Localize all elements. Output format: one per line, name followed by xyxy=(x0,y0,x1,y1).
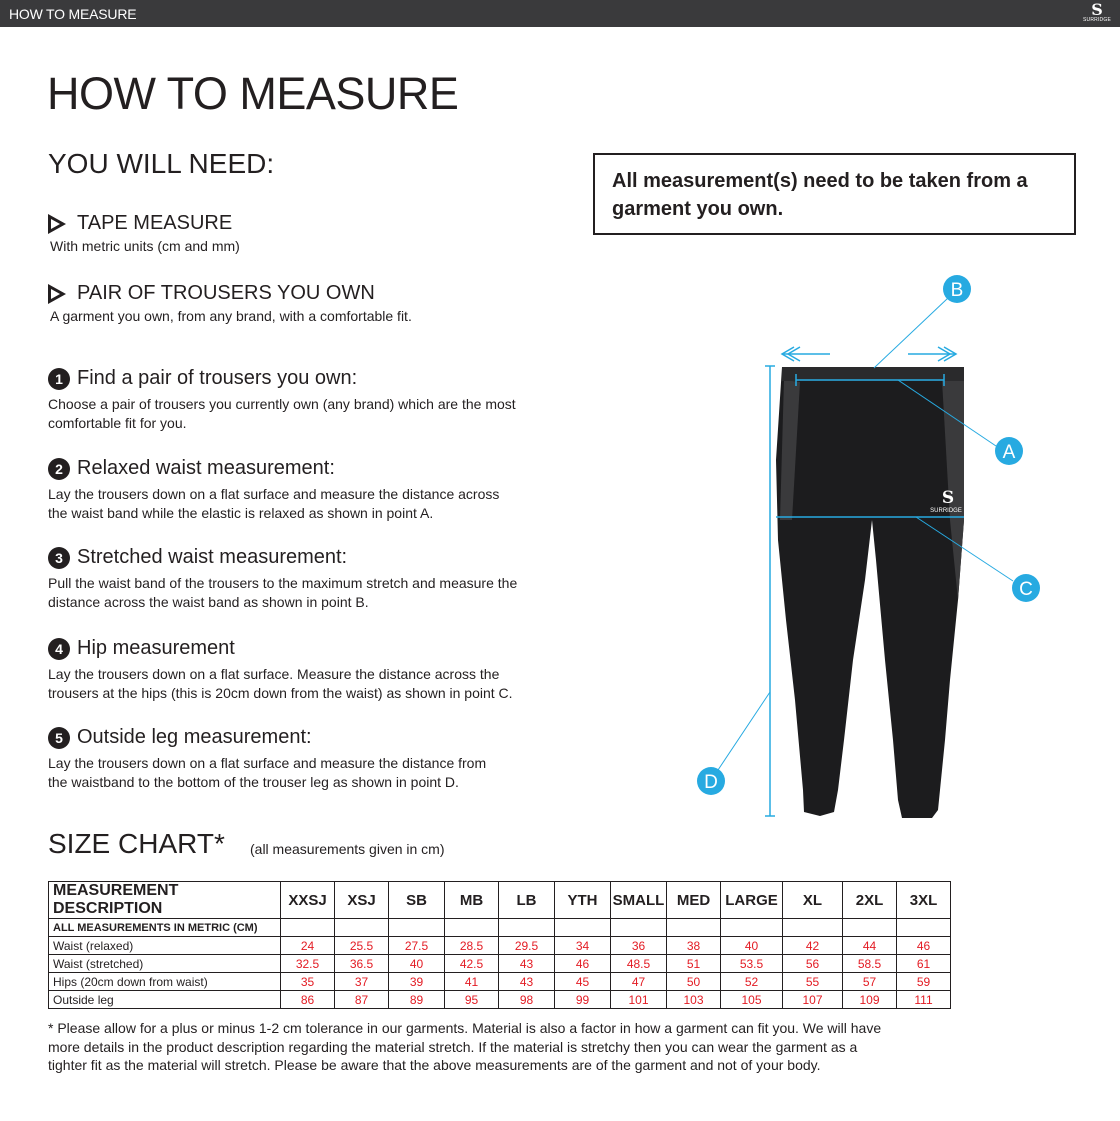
trousers-waistband xyxy=(782,367,964,381)
table-cell: 52 xyxy=(721,973,783,991)
table-cell: 101 xyxy=(611,991,667,1009)
logo-text: SURRIDGE xyxy=(1083,17,1111,23)
leader-line-b xyxy=(874,298,948,368)
table-cell xyxy=(667,919,721,937)
step-title: Outside leg measurement: xyxy=(77,726,312,748)
trousers-logo-mark: S xyxy=(941,488,955,508)
table-cell xyxy=(897,919,951,937)
column-header: 2XL xyxy=(843,882,897,919)
table-cell: 29.5 xyxy=(499,937,555,955)
step-title: Stretched waist measurement: xyxy=(77,546,348,568)
table-cell: 87 xyxy=(335,991,389,1009)
column-header: YTH xyxy=(555,882,611,919)
leader-line-d xyxy=(718,692,770,770)
table-cell: 41 xyxy=(445,973,499,991)
table-subheader-row xyxy=(49,919,951,937)
table-cell xyxy=(389,919,445,937)
table-cell: 56 xyxy=(783,955,843,973)
column-header: LARGE xyxy=(721,882,783,919)
table-cell: 43 xyxy=(499,973,555,991)
table-cell: 25.5 xyxy=(335,937,389,955)
table-cell: 42.5 xyxy=(445,955,499,973)
table-cell: 28.5 xyxy=(445,937,499,955)
table-cell: 98 xyxy=(499,991,555,1009)
table-cell: 95 xyxy=(445,991,499,1009)
step-number: 1 xyxy=(48,368,70,390)
size-chart-title: SIZE CHART* xyxy=(48,828,225,859)
table-cell: 43 xyxy=(499,955,555,973)
label-c: C xyxy=(1019,579,1033,600)
row-label: Waist (stretched) xyxy=(49,955,281,973)
logo-mark: S xyxy=(1091,0,1103,19)
table-cell: 47 xyxy=(611,973,667,991)
step-number: 4 xyxy=(48,638,70,660)
table-cell: 36.5 xyxy=(335,955,389,973)
table-cell: 35 xyxy=(281,973,335,991)
column-header: SMALL xyxy=(611,882,667,919)
column-header: MEASUREMENT DESCRIPTION xyxy=(49,882,281,919)
table-cell: 36 xyxy=(611,937,667,955)
table-cell: 58.5 xyxy=(843,955,897,973)
table-cell xyxy=(281,919,335,937)
row-label: Hips (20cm down from waist) xyxy=(49,973,281,991)
table-cell xyxy=(843,919,897,937)
table-cell: 86 xyxy=(281,991,335,1009)
step-title: Hip measurement xyxy=(77,637,235,659)
step-desc: Lay the trousers down on a flat surface and measure the distance from the waistband to the bottom of the trouser leg as shown in point D. xyxy=(48,755,487,790)
table-row xyxy=(49,991,951,1009)
table-cell: 24 xyxy=(281,937,335,955)
table-cell: 40 xyxy=(389,955,445,973)
page-title: HOW TO MEASURE xyxy=(47,68,459,119)
step-title: Find a pair of trousers you own: xyxy=(77,367,358,389)
table-cell: 40 xyxy=(721,937,783,955)
table-cell: 37 xyxy=(335,973,389,991)
table-cell: 105 xyxy=(721,991,783,1009)
trousers-illustration xyxy=(776,367,964,818)
table-cell: 57 xyxy=(843,973,897,991)
table-cell: 111 xyxy=(897,991,951,1009)
table-row xyxy=(49,973,951,991)
table-cell xyxy=(611,919,667,937)
column-header: MED xyxy=(667,882,721,919)
table-cell: 48.5 xyxy=(611,955,667,973)
table-cell xyxy=(499,919,555,937)
table-cell: 32.5 xyxy=(281,955,335,973)
table-cell: 45 xyxy=(555,973,611,991)
step-desc: Lay the trousers down on a flat surface and measure the distance across the waist band while the elastic is relaxed as shown in point A. xyxy=(48,486,500,521)
table-cell xyxy=(555,919,611,937)
table-cell: 44 xyxy=(843,937,897,955)
need-item-title: TAPE MEASURE xyxy=(77,212,233,234)
size-chart-table xyxy=(48,881,951,1009)
table-cell: 46 xyxy=(897,937,951,955)
table-cell: 46 xyxy=(555,955,611,973)
table-cell: 109 xyxy=(843,991,897,1009)
table-cell: 103 xyxy=(667,991,721,1009)
step-number: 5 xyxy=(48,727,70,749)
subheader-cell: ALL MEASUREMENTS IN METRIC (CM) xyxy=(49,919,281,937)
table-cell: 34 xyxy=(555,937,611,955)
step-number: 3 xyxy=(48,547,70,569)
column-header: 3XL xyxy=(897,882,951,919)
table-cell: 99 xyxy=(555,991,611,1009)
trousers-logo-text: SURRIDGE xyxy=(930,508,962,514)
table-cell: 38 xyxy=(667,937,721,955)
table-cell: 50 xyxy=(667,973,721,991)
row-label: Waist (relaxed) xyxy=(49,937,281,955)
notice-box: All measurement(s) need to be taken from a garment you own. xyxy=(593,153,1076,235)
table-cell: 55 xyxy=(783,973,843,991)
table-cell xyxy=(721,919,783,937)
need-item-desc: A garment you own, from any brand, with a comfortable fit. xyxy=(50,308,412,324)
label-a: A xyxy=(1002,442,1016,463)
step-desc: Pull the waist band of the trousers to the maximum stretch and measure the distance across the waist band as shown in point B. xyxy=(48,575,518,610)
table-cell: 39 xyxy=(389,973,445,991)
table-cell: 107 xyxy=(783,991,843,1009)
table-row xyxy=(49,955,951,973)
step-desc: Choose a pair of trousers you currently own (any brand) which are the most comfortable fit for you. xyxy=(48,396,516,431)
header-title: HOW TO MEASURE xyxy=(9,6,137,22)
size-chart-note: (all measurements given in cm) xyxy=(250,841,445,857)
column-header: XXSJ xyxy=(281,882,335,919)
table-cell: 51 xyxy=(667,955,721,973)
footnote: * Please allow for a plus or minus 1-2 cm tolerance in our garments. Material is also a factor in how a garment can fit you. We will have more details in the product description regarding the material stretch. If the material is stretchy then you can wear the garment as a tighter fit as the material will stretch. Please be aware that the above measurements are of the garment and not of your body. xyxy=(48,1020,882,1073)
table-cell xyxy=(445,919,499,937)
table-cell: 61 xyxy=(897,955,951,973)
table-cell xyxy=(783,919,843,937)
column-header: LB xyxy=(499,882,555,919)
row-label: Outside leg xyxy=(49,991,281,1009)
column-header: XSJ xyxy=(335,882,389,919)
column-header: SB xyxy=(389,882,445,919)
table-cell: 42 xyxy=(783,937,843,955)
need-item-title: PAIR OF TROUSERS YOU OWN xyxy=(77,282,375,304)
label-b: B xyxy=(950,280,964,301)
need-item-desc: With metric units (cm and mm) xyxy=(50,238,240,254)
table-cell: 27.5 xyxy=(389,937,445,955)
table-cell: 89 xyxy=(389,991,445,1009)
table-cell xyxy=(335,919,389,937)
table-cell: 59 xyxy=(897,973,951,991)
table-row xyxy=(49,937,951,955)
you-will-need-title: YOU WILL NEED: xyxy=(48,148,275,179)
step-title: Relaxed waist measurement: xyxy=(77,457,335,479)
column-header: XL xyxy=(783,882,843,919)
table-cell: 53.5 xyxy=(721,955,783,973)
label-d: D xyxy=(704,772,718,793)
step-desc: Lay the trousers down on a flat surface. Measure the distance across the trousers at the hips (this is 20cm down from the waist) as shown in point C. xyxy=(48,666,513,701)
step-number: 2 xyxy=(48,458,70,480)
column-header: MB xyxy=(445,882,499,919)
table-header-row xyxy=(49,882,951,919)
